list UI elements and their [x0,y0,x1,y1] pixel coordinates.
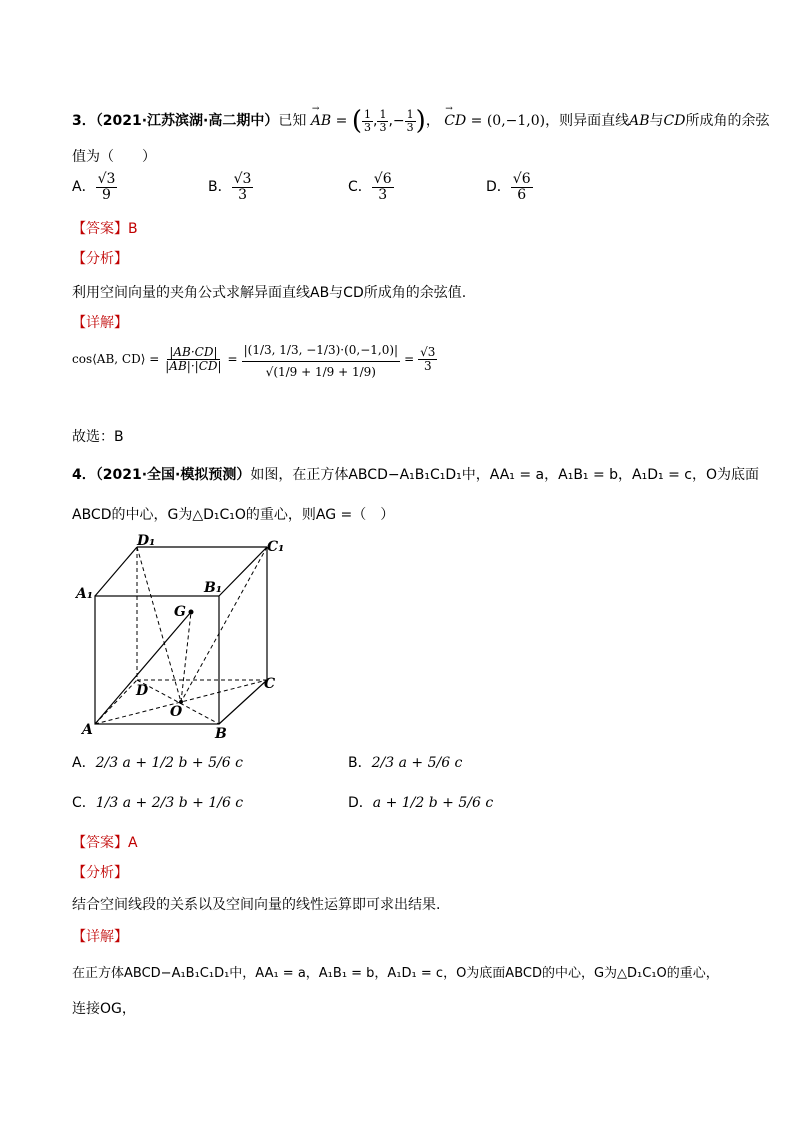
q3-answer: 【答案】B [72,221,138,237]
q3-text-ab: AB [629,113,650,129]
q3-vec-ab: → AB [310,104,332,129]
label-c1: C₁ [267,539,285,555]
q4-stem-line1 [72,464,759,484]
q3-conclusion: 故选：B [72,429,124,445]
q4-detail-tag: 【详解】 [72,929,128,945]
q4-analysis: 结合空间线段的关系以及空间向量的线性运算即可求出结果. [72,897,441,913]
q3-detail-result-den: 3 [423,358,432,373]
q3-analysis-tag: 【分析】 [72,251,128,267]
label-c: C [264,676,276,692]
q4-detail2: 连接OG， [72,1001,136,1017]
q3-vec-cd-value: (0,−1,0) [486,113,546,129]
q3-option-d[interactable]: D． $\frac{√6}{6}$ [486,171,531,203]
q4-detail1: 在正方体ABCD−A₁B₁C₁D₁中，AA₁ = a，A₁B₁ = b，A₁D₁ = c，O为底面ABCD的中心，G为△D₁C₁O的重心， [72,966,719,981]
q3-detail-result-num: √3 [420,345,436,359]
q4-option-b[interactable]: B．2/3 a + 5/6 c [348,755,463,771]
q4-source: （2021·全国·模拟预测） [95,467,251,483]
q3-text-a: 已知 [278,113,307,129]
cube-figure [70,530,300,742]
q4-option-c[interactable]: C．1/3 a + 2/3 b + 1/6 c [72,795,244,811]
q4-option-a[interactable]: A．2/3 a + 1/2 b + 5/6 c [72,755,243,771]
q3-detail-frac-den: |AB|·|CD| [165,358,222,373]
q3-text-b: ，则异面直线 [545,113,630,129]
q3-text-and: 与 [649,113,664,129]
q3-stem-line1: 3．（2021·江苏滨湖·高二期中）已知 → AB = ( $\frac{1}{3}$ , $\frac{1}{3}$ ,− $\frac{1}{3}$ )， → CD = (0,−1,0)，则异面直线AB与CD所成角的余弦 [72,104,770,136]
point-g [189,610,194,615]
q4-number: 4． [72,467,96,483]
q4-answer: 【答案】A [72,835,138,851]
q3-detail-tag: 【详解】 [72,315,128,331]
q3-detail-formula: cos⟨AB, CD⟩ = $\frac{|AB\cdot CD|}{|AB|\cdot|CD|}$ = $\frac{|(1/3, 1/3, -1/3)\cdot(0,-1,0)|}{√(1/9 + 1/9 + 1/9)}$ = $\frac{√3}{3}$ [72,340,437,378]
q3-vec-cd: → CD [444,104,467,129]
q3-analysis: 利用空间向量的夹角公式求解异面直线AB与CD所成角的余弦值. [72,285,467,301]
q3-detail-frac-num: |AB·CD| [169,345,218,359]
label-a1: A₁ [76,586,93,602]
q3-detail-lhs: cos⟨AB, CD⟩ = [72,352,160,367]
q3-detail-mid-den: √(1/9 + 1/9 + 1/9) [265,364,376,379]
q3-option-a[interactable]: A． $\frac{√3}{9}$ [72,171,116,203]
label-b: B [215,726,227,742]
label-o: O [170,704,183,720]
q4-line1: 如图，在正方体ABCD−A₁B₁C₁D₁中，AA₁ = a，A₁B₁ = b，A₁D₁ = c，O为底面 [250,467,759,483]
q3-source: （2021·江苏滨湖·高二期中） [95,113,279,129]
label-b1: B₁ [204,580,222,596]
label-d: D [136,683,149,699]
q3-text-c: 所成角的余弦 [685,113,770,129]
q3-stem-line2: 值为（ ） [72,149,156,165]
q3-option-b[interactable]: B． $\frac{√3}{3}$ [208,171,252,203]
label-a: A [82,722,93,738]
q3-number: 3． [72,113,96,129]
q3-option-c[interactable]: C． $\frac{√6}{3}$ [348,171,392,203]
q3-detail-mid-num: |(1/3, 1/3, −1/3)·(0,−1,0)| [242,340,400,362]
q3-text-cd: CD [663,113,686,129]
label-g: G [174,604,186,620]
q4-option-d[interactable]: D．a + 1/2 b + 5/6 c [348,795,494,811]
label-d1: D₁ [137,533,156,549]
q4-analysis-tag: 【分析】 [72,865,128,881]
q4-stem-line2: ABCD的中心，G为△D₁C₁O的重心，则AG =（ ） [72,507,395,523]
